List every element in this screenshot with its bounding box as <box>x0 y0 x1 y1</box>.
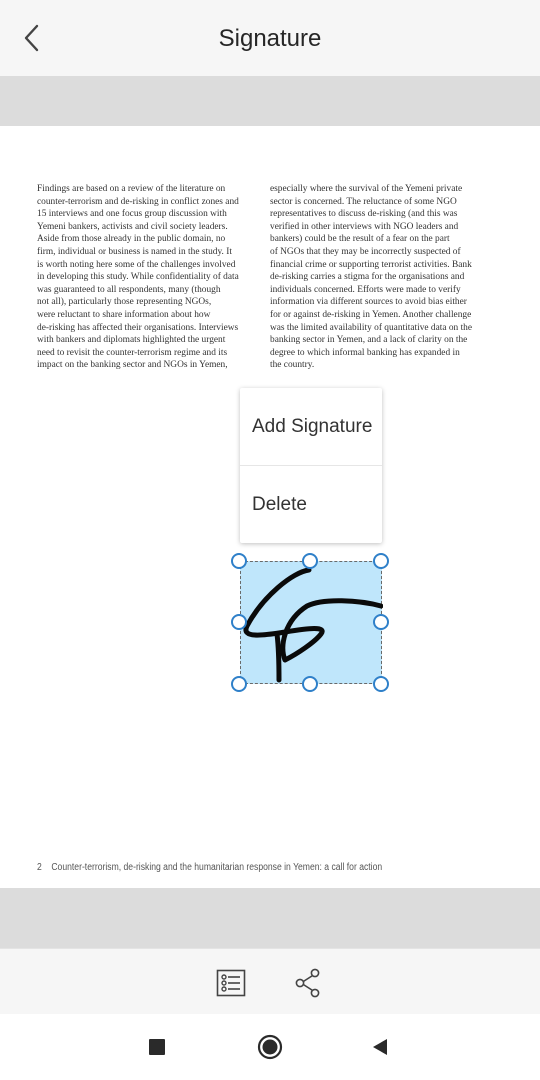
text-line: representatives to discuss de-risking (and this was <box>270 209 458 220</box>
text-line: de-risking carries a stigma for the organisations and <box>270 272 465 283</box>
document-background-top <box>0 76 540 126</box>
text-line: is worth noting here some of the challenges involved <box>37 259 236 270</box>
footer-page-number: 2 <box>37 862 42 873</box>
text-line: especially where the survival of the Yemeni private <box>270 184 463 194</box>
share-button[interactable] <box>291 966 325 1000</box>
page-title: Signature <box>218 25 322 52</box>
text-line: in developing this study. While confidentiality of data <box>37 272 239 283</box>
text-line: was guaranteed to all respondents, many (though <box>37 284 221 295</box>
resize-handle-bottom-center[interactable] <box>302 676 318 692</box>
text-line: with bankers and diplomats highlighted the urgent <box>37 335 226 346</box>
text-line: banking sector in Yemen, and a lack of clarity on the <box>270 335 468 346</box>
document-right-column <box>270 183 490 372</box>
chevron-left-icon <box>21 23 43 53</box>
list-button[interactable] <box>214 966 248 1000</box>
resize-handle-bottom-right[interactable] <box>373 676 389 692</box>
text-line: 15 interviews and one focus group discussion with <box>37 209 227 220</box>
text-line: was the limited availability of quantitative data on the <box>270 322 473 333</box>
share-icon <box>294 968 322 998</box>
text-line: degree to which informal banking has expanded in <box>270 347 460 358</box>
back-icon <box>370 1037 390 1057</box>
text-line: impact on the banking sector and NGOs in Yemen, <box>37 360 228 371</box>
resize-handle-bottom-left[interactable] <box>231 676 247 692</box>
text-line: information via different sources to avoid bias either <box>270 297 467 308</box>
footer-title: Counter-terrorism, de-risking and the humanitarian response in Yemen: a call for action <box>51 862 383 873</box>
system-back-button[interactable] <box>363 1030 397 1064</box>
text-line: not all), particularly those representing NGOs, <box>37 297 212 308</box>
back-button[interactable] <box>12 18 52 58</box>
signature-selection-box[interactable] <box>240 561 382 684</box>
text-line: Findings are based on a review of the literature on <box>37 184 226 194</box>
document-left-column <box>37 183 255 372</box>
delete-menu-item[interactable]: Delete <box>240 465 382 542</box>
text-line: financial crime or supporting terrorist activities. Bank <box>270 259 472 270</box>
bottom-toolbar <box>0 948 540 1014</box>
text-line: of NGOs that they may be incorrectly suspected of <box>270 246 461 257</box>
home-icon <box>257 1034 283 1060</box>
document-background-bottom <box>0 888 540 948</box>
resize-handle-middle-right[interactable] <box>373 614 389 630</box>
text-line: counter-terrorism and de-risking in conflict zones and <box>37 196 239 207</box>
resize-handle-middle-left[interactable] <box>231 614 247 630</box>
text-line: bankers) could be the result of a fear on the part <box>270 234 450 245</box>
signature-drawing <box>241 562 383 685</box>
resize-handle-top-left[interactable] <box>231 553 247 569</box>
list-icon <box>216 969 246 997</box>
home-button[interactable] <box>253 1030 287 1064</box>
app-bar <box>0 0 540 76</box>
recent-apps-icon <box>148 1038 166 1056</box>
text-line: verified in other interviews with NGO leaders and <box>270 221 459 232</box>
signature-context-menu <box>240 388 382 543</box>
text-line: for or against de-risking in Yemen. Another challenge <box>270 309 472 320</box>
resize-handle-top-center[interactable] <box>302 553 318 569</box>
system-nav-bar <box>0 1014 540 1080</box>
text-line: firm, individual or business is named in the study. It <box>37 246 232 257</box>
text-line: were reluctant to share information about how <box>37 309 211 320</box>
text-line: the country. <box>270 360 315 371</box>
resize-handle-top-right[interactable] <box>373 553 389 569</box>
recent-apps-button[interactable] <box>140 1030 174 1064</box>
document-footer <box>37 862 382 873</box>
text-line: Yemeni bankers, activists and civil society leaders. <box>37 221 228 232</box>
text-line: need to revisit the counter-terrorism regime and its <box>37 347 228 358</box>
add-signature-menu-item[interactable]: Add Signature <box>252 416 373 437</box>
text-line: de-risking has affected their organisations. Interviews <box>37 322 239 333</box>
text-line: sector is concerned. The reluctance of some NGO <box>270 196 457 207</box>
text-line: individuals concerned. Efforts were made to verify <box>270 284 461 295</box>
text-line: Aside from those already in the public domain, no <box>37 234 226 245</box>
